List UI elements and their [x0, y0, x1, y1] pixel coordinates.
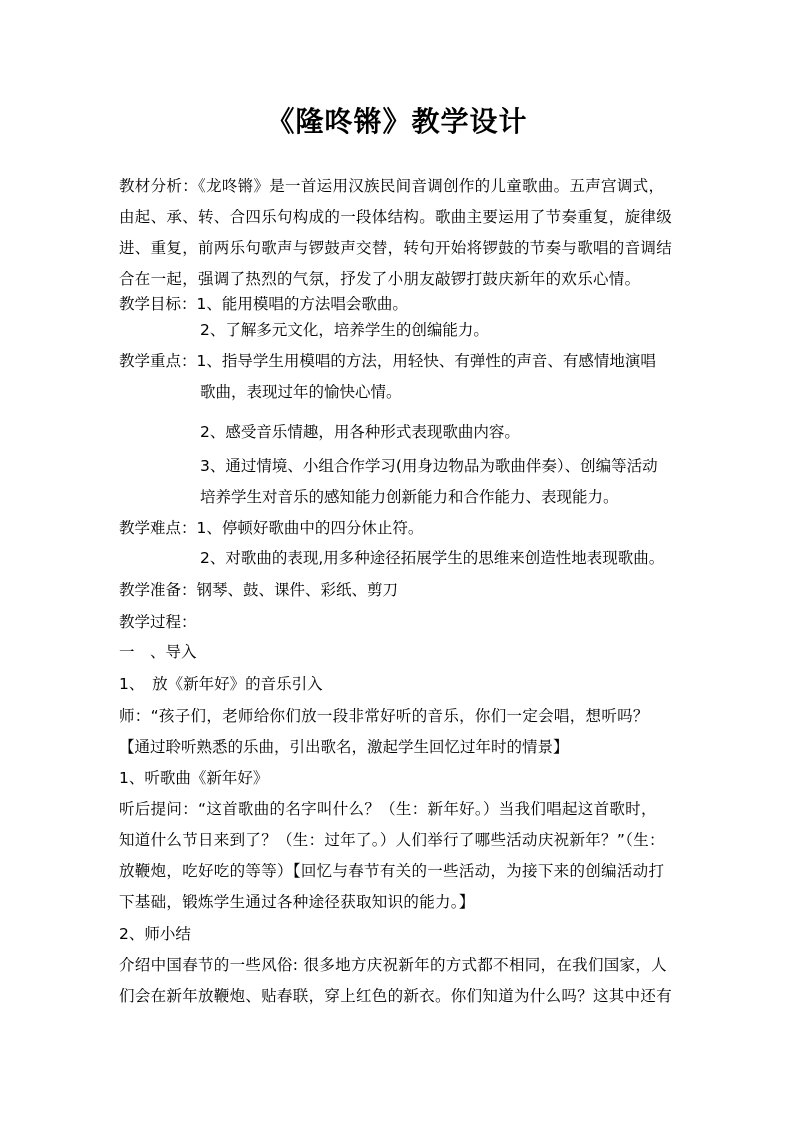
- paragraph-line: 听后提问：“这首歌曲的名字叫什么？（生：新年好。）当我们唱起这首歌时，: [119, 800, 657, 818]
- paragraph-line: 2、了解多元文化，培养学生的创编能力。: [200, 321, 489, 339]
- paragraph-line: 教材分析：《龙咚锵》是一首运用汉族民间音调创作的儿童歌曲。五声宫调式，: [119, 177, 665, 195]
- paragraph-line: 1、 放《新年好》的音乐引入: [119, 675, 323, 693]
- paragraph-line: 3、通过情境、小组合作学习(用身边物品为歌曲伴奏）、创编等活动: [200, 457, 658, 475]
- paragraph-line: 1、听歌曲《新年好》: [119, 769, 269, 787]
- paragraph-line: 放鞭炮，吃好吃的等等）【回忆与春节有关的一些活动，为接下来的创编活动打: [119, 862, 665, 880]
- paragraph-line: 歌曲，表现过年的愉快心情。: [200, 383, 402, 401]
- paragraph-line: 进、重复，前两乐句歌声与锣鼓声交替，转句开始将锣鼓的节奏与歌唱的音调结: [119, 239, 673, 257]
- paragraph-line: 由起、承、转、合四乐句构成的一段体结构。歌曲主要运用了节奏重复，旋律级: [119, 208, 673, 226]
- paragraph-line: 【通过聆听熟悉的乐曲，引出歌名，激起学生回忆过年时的情景】: [119, 738, 569, 756]
- paragraph-line: 们会在新年放鞭炮、贴春联，穿上红色的新衣。你们知道为什么吗？这其中还有: [119, 987, 673, 1005]
- paragraph-line: 师：“孩子们，老师给你们放一段非常好听的音乐，你们一定会唱，想听吗？: [119, 707, 649, 725]
- paragraph-line: 教学准备：钢琴、鼓、课件、彩纸、剪刀: [119, 581, 399, 599]
- paragraph-line: 合在一起，强调了热烈的气氛，抒发了小朋友敲锣打鼓庆新年的欢乐心情。: [119, 270, 641, 288]
- paragraph-line: 知道什么节日来到了？（生：过年了。）人们举行了哪些活动庆祝新年？”（生：: [119, 831, 665, 849]
- paragraph-line: 教学重点：1、指导学生用模唱的方法，用轻快、有弹性的声音、有感情地演唱: [119, 352, 656, 370]
- paragraph-line: 2、师小结: [119, 925, 191, 943]
- paragraph-line: 下基础，锻炼学生通过各种途径获取知识的能力。】: [119, 893, 475, 911]
- paragraph-line: 一 、导入: [119, 643, 197, 661]
- paragraph-line: 培养学生对音乐的感知能力创新能力和合作能力、表现能力。: [200, 488, 619, 506]
- paragraph-line: 2、对歌曲的表现,用多种途径拓展学生的思维来创造性地表现歌曲。: [200, 549, 665, 567]
- paragraph-line: 教学过程：: [119, 613, 197, 631]
- paragraph-line: 2、感受音乐情趣，用各种形式表现歌曲内容。: [200, 423, 520, 441]
- document-title: 《隆咚锵》教学设计: [266, 105, 528, 138]
- paragraph-line: 介绍中国春节的一些风俗: 很多地方庆祝新年的方式都不相同，在我们国家，人: [119, 956, 667, 974]
- paragraph-line: 教学目标：1、能用模唱的方法唱会歌曲。: [119, 295, 408, 313]
- paragraph-line: 教学难点：1、停顿好歌曲中的四分休止符。: [119, 519, 424, 537]
